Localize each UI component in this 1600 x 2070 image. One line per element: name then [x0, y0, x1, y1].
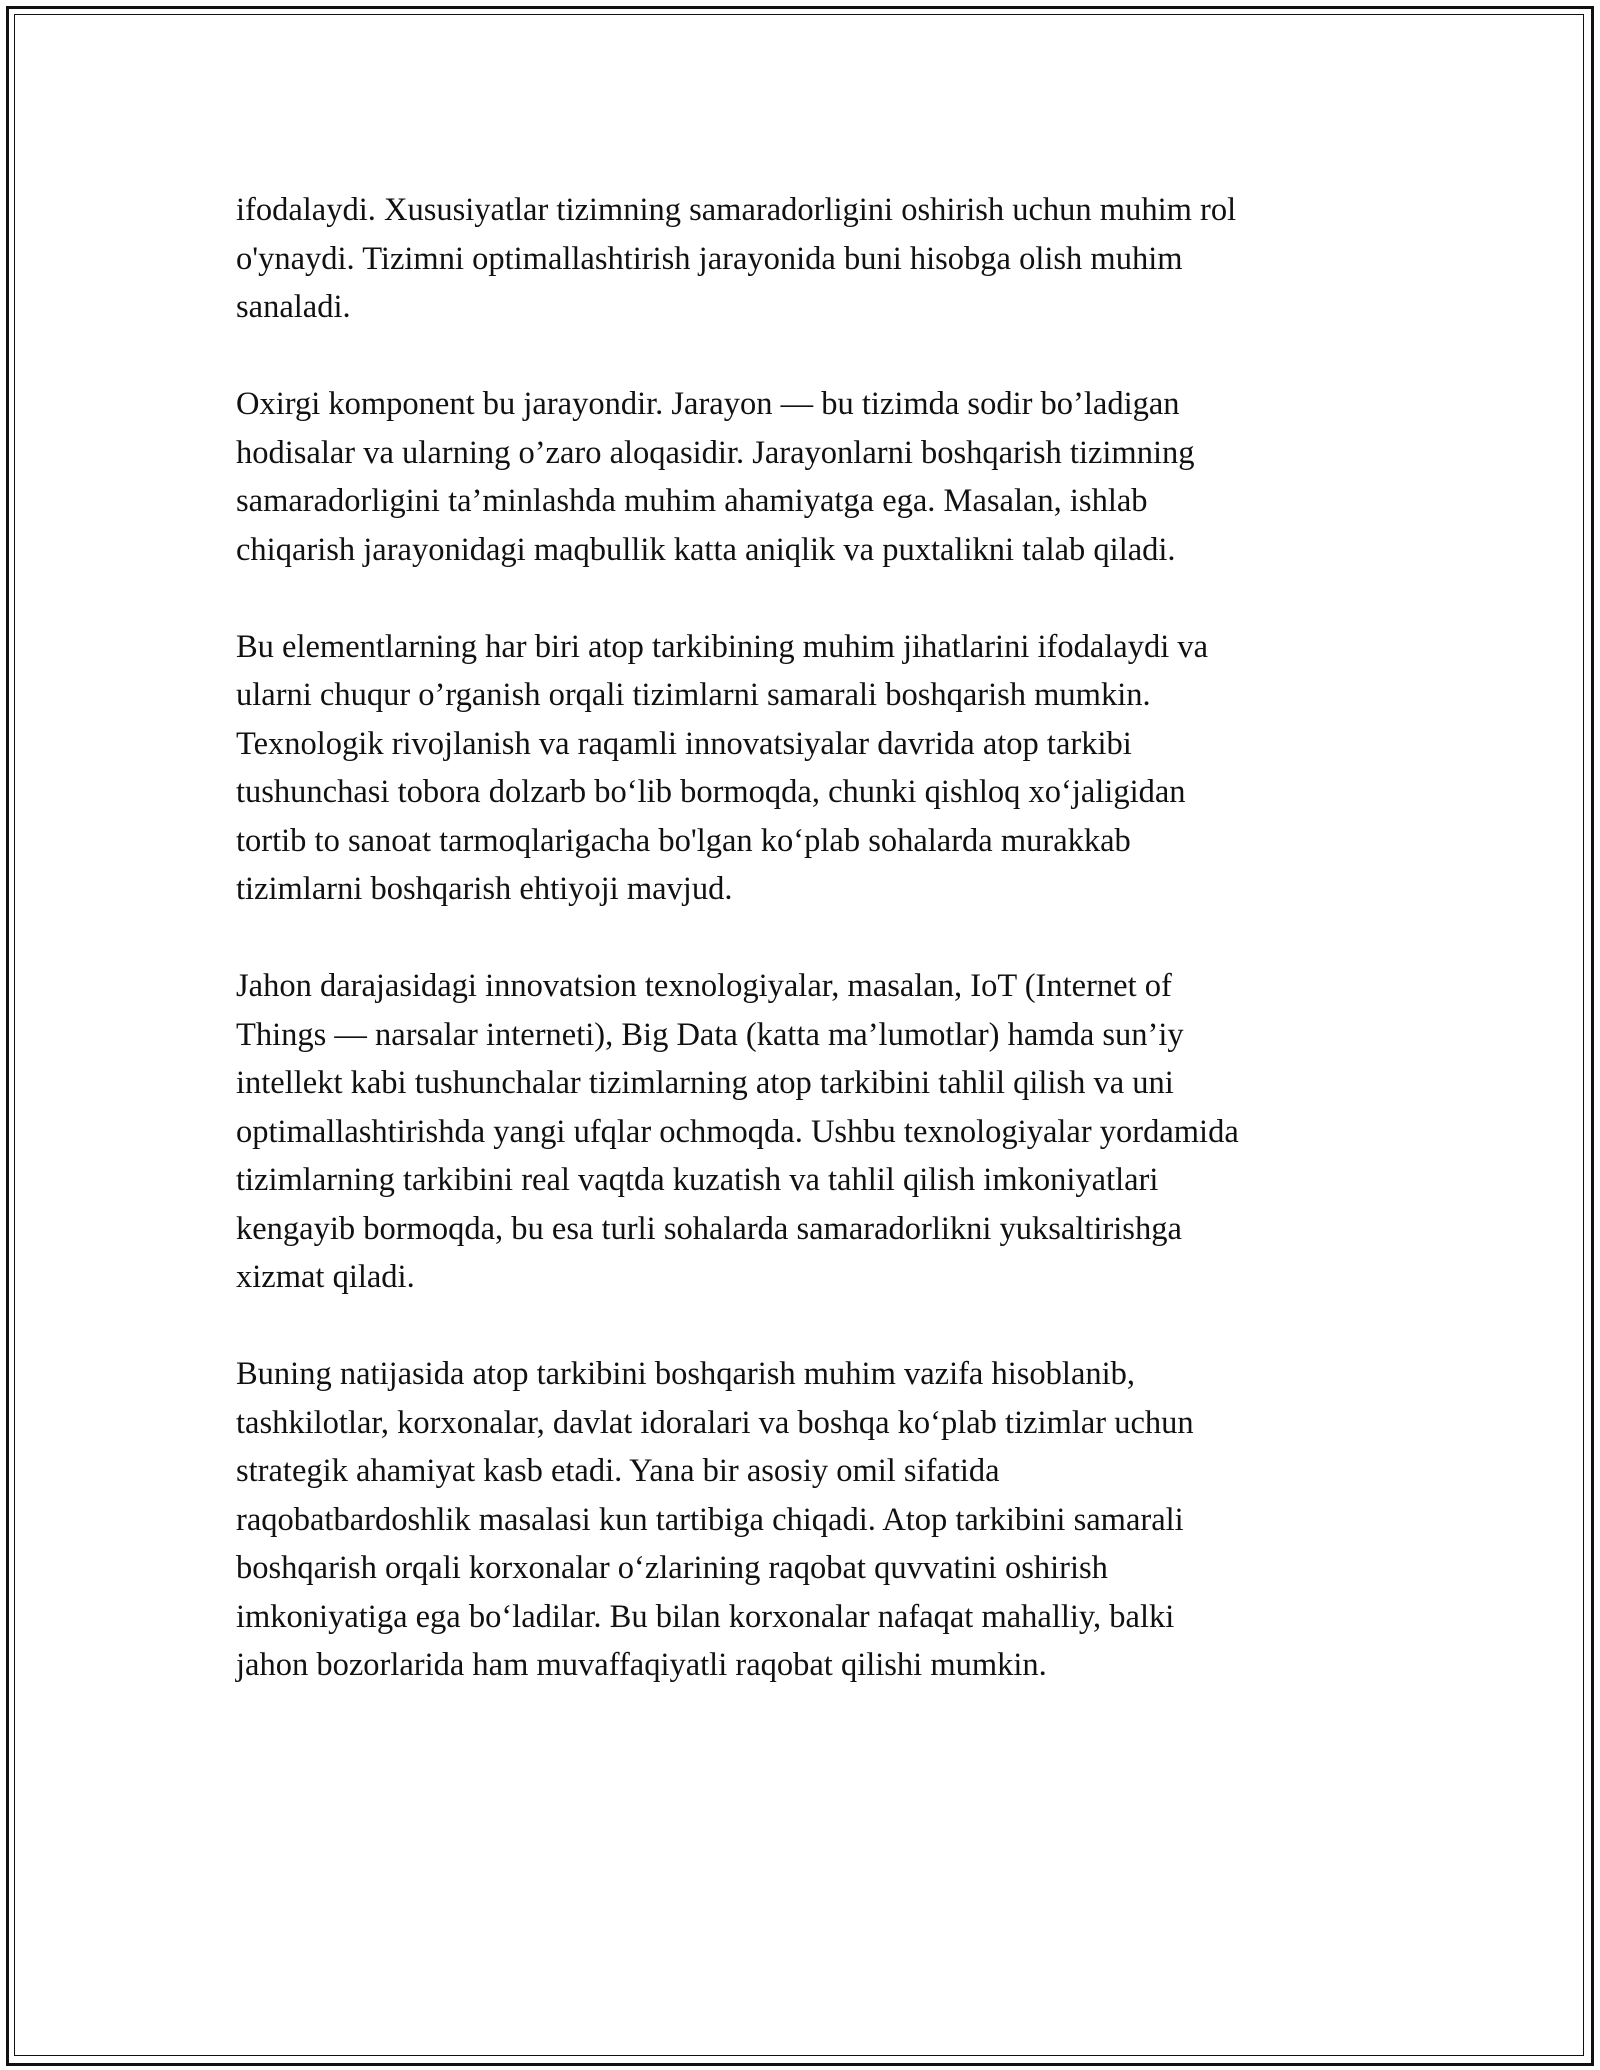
paragraph: Bu elementlarning har biri atop tarkibining muhim jihatlarini ifodalaydi va ularni chuqur o’rganish orqali tizimlarni samarali boshqarish mumkin. Texnologik rivojlanish va raqamli innovatsiyalar davrida atop tarkibi tushunchasi tobora dolzarb bo‘lib bormoqda, chunki qishloq xo‘jaligidan tortib to sanoat tarmoqlarigacha bo'lgan ko‘plab sohalarda murakkab tizimlarni boshqarish ehtiyoji mavjud. — [236, 628, 1209, 907]
document-body — [236, 186, 1366, 1690]
paragraph: Buning natijasida atop tarkibini boshqarish muhim vazifa hisoblanib, tashkilotlar, korxonalar, davlat idoralari va boshqa ko‘plab tizimlar uchun strategik ahamiyat kasb etadi. Yana bir asosiy omil sifatida raqobatbardoshlik masalasi kun tartibiga chiqadi. Atop tarkibini samarali boshqarish orqali korxonalar o‘zlarining raqobat quvvatini oshirish imkoniyatiga ega bo‘ladilar. Bu bilan korxonalar nafaqat mahalliy, balki jahon bozorlarida ham muvaffaqiyatli raqobat qilishi mumkin. — [236, 1356, 1194, 1683]
paragraph: Jahon darajasidagi innovatsion texnologiyalar, masalan, IoT (Internet of Things — narsalar interneti), Big Data (katta ma’lumotlar) hamda sun’iy intellekt kabi tushunchalar tizimlarning atop tarkibini tahlil qilish va uni optimallashtirishda yangi ufqlar ochmoqda. Ushbu texnologiyalar yordamida tizimlarning tarkibini real vaqtda kuzatish va tahlil qilish imkoniyatlari kengayib bormoqda, bu esa turli sohalarda samaradorlikni yuksaltirishga xizmat qiladi. — [236, 968, 1239, 1295]
paragraph: Oxirgi komponent bu jarayondir. Jarayon — bu tizimda sodir bo’ladigan hodisalar va ularning o’zaro aloqasidir. Jarayonlarni boshqarish tizimning samaradorligini ta’minlashda muhim ahamiyatga ega. Masalan, ishlab chiqarish jarayonidagi maqbullik katta aniqlik va puxtalikni talab qiladi. — [236, 386, 1195, 568]
paragraph: ifodalaydi. Xususiyatlar tizimning samaradorligini oshirish uchun muhim rol o'ynaydi. Tizimni optimallashtirish jarayonida buni hisobga olish muhim sanaladi. — [236, 192, 1237, 325]
